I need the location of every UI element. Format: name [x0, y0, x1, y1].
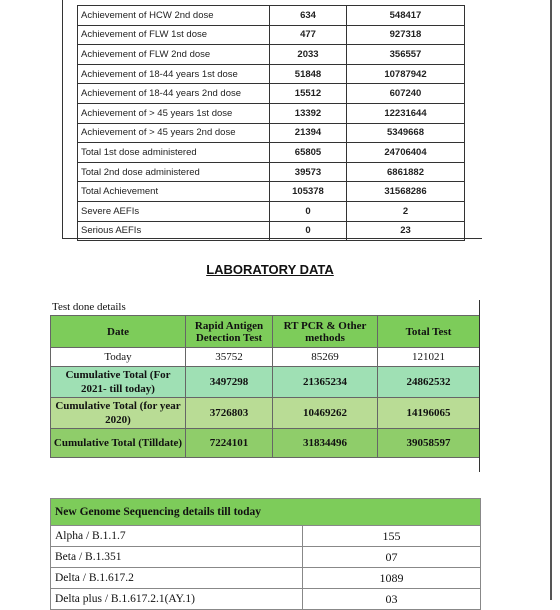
vaccination-label: Total 1st dose administered [78, 143, 270, 163]
today-count: 21394 [270, 123, 347, 143]
test-row [51, 367, 480, 398]
test-total: 39058597 [378, 429, 480, 458]
vaccination-row [78, 45, 465, 65]
vaccination-label: Achievement of 18-44 years 2nd dose [78, 84, 270, 104]
genome-title: New Genome Sequencing details till today [51, 499, 481, 526]
vaccination-label: Achievement of > 45 years 1st dose [78, 103, 270, 123]
header-rapid-antigen: Rapid Antigen Detection Test [186, 316, 273, 348]
genome-row [51, 526, 481, 547]
vaccination-label: Severe AEFIs [78, 201, 270, 221]
variant-name: Alpha / B.1.1.7 [51, 526, 303, 547]
variant-count: 155 [303, 526, 481, 547]
test-total: 121021 [378, 348, 480, 367]
cumulative-count: 24706404 [347, 143, 465, 163]
cumulative-count: 10787942 [347, 64, 465, 84]
cumulative-count: 2 [347, 201, 465, 221]
test-date: Cumulative Total (For 2021- till today) [51, 367, 186, 398]
test-header-row [51, 316, 480, 348]
test-rat: 7224101 [186, 429, 273, 458]
vaccination-row [78, 162, 465, 182]
vaccination-label: Total 2nd dose administered [78, 162, 270, 182]
vaccination-row [78, 182, 465, 202]
test-total: 24862532 [378, 367, 480, 398]
test-date: Cumulative Total (for year 2020) [51, 398, 186, 429]
today-count: 15512 [270, 84, 347, 104]
vaccination-row [78, 84, 465, 104]
today-count: 39573 [270, 162, 347, 182]
header-total-test: Total Test [378, 316, 480, 348]
vaccination-label: Achievement of HCW 2nd dose [78, 6, 270, 26]
genome-sequencing-table [50, 498, 481, 610]
test-rtpcr: 10469262 [273, 398, 378, 429]
cumulative-count: 12231644 [347, 103, 465, 123]
vaccination-row [78, 6, 465, 26]
today-count: 65805 [270, 143, 347, 163]
cumulative-count: 927318 [347, 25, 465, 45]
test-frame-right [479, 300, 480, 472]
vaccination-label: Serious AEFIs [78, 221, 270, 241]
variant-count: 1089 [303, 568, 481, 589]
vaccination-label: Total Achievement [78, 182, 270, 202]
genome-row [51, 589, 481, 610]
vaccination-label: Achievement of FLW 1st dose [78, 25, 270, 45]
laboratory-data-heading: LABORATORY DATA [206, 262, 334, 277]
vaccination-row [78, 201, 465, 221]
variant-count: 03 [303, 589, 481, 610]
test-row [51, 398, 480, 429]
cumulative-count: 607240 [347, 84, 465, 104]
genome-row [51, 568, 481, 589]
vaccination-row [78, 143, 465, 163]
cumulative-count: 548417 [347, 6, 465, 26]
variant-count: 07 [303, 547, 481, 568]
variant-name: Beta / B.1.351 [51, 547, 303, 568]
test-row [51, 348, 480, 367]
test-rat: 3497298 [186, 367, 273, 398]
vaccination-frame-bottom [62, 238, 482, 239]
test-row [51, 429, 480, 458]
variant-name: Delta plus / B.1.617.2.1(AY.1) [51, 589, 303, 610]
page-border [550, 0, 552, 600]
vaccination-table [77, 5, 465, 241]
test-rat: 35752 [186, 348, 273, 367]
vaccination-row [78, 103, 465, 123]
today-count: 2033 [270, 45, 347, 65]
test-done-caption: Test done details [52, 301, 126, 313]
vaccination-frame-left [62, 0, 63, 239]
today-count: 105378 [270, 182, 347, 202]
vaccination-row [78, 25, 465, 45]
header-date: Date [51, 316, 186, 348]
cumulative-count: 6861882 [347, 162, 465, 182]
genome-header-row [51, 499, 481, 526]
test-rtpcr: 85269 [273, 348, 378, 367]
variant-name: Delta / B.1.617.2 [51, 568, 303, 589]
header-rt-pcr: RT PCR & Other methods [273, 316, 378, 348]
cumulative-count: 23 [347, 221, 465, 241]
today-count: 634 [270, 6, 347, 26]
test-rtpcr: 21365234 [273, 367, 378, 398]
cumulative-count: 5349668 [347, 123, 465, 143]
today-count: 51848 [270, 64, 347, 84]
vaccination-label: Achievement of > 45 years 2nd dose [78, 123, 270, 143]
genome-row [51, 547, 481, 568]
test-total: 14196065 [378, 398, 480, 429]
today-count: 477 [270, 25, 347, 45]
test-rtpcr: 31834496 [273, 429, 378, 458]
today-count: 0 [270, 201, 347, 221]
today-count: 0 [270, 221, 347, 241]
test-details-table [50, 315, 480, 458]
vaccination-row [78, 64, 465, 84]
today-count: 13392 [270, 103, 347, 123]
cumulative-count: 356557 [347, 45, 465, 65]
test-date: Cumulative Total (Tilldate) [51, 429, 186, 458]
vaccination-row [78, 123, 465, 143]
vaccination-label: Achievement of FLW 2nd dose [78, 45, 270, 65]
test-rat: 3726803 [186, 398, 273, 429]
test-date: Today [51, 348, 186, 367]
cumulative-count: 31568286 [347, 182, 465, 202]
vaccination-label: Achievement of 18-44 years 1st dose [78, 64, 270, 84]
